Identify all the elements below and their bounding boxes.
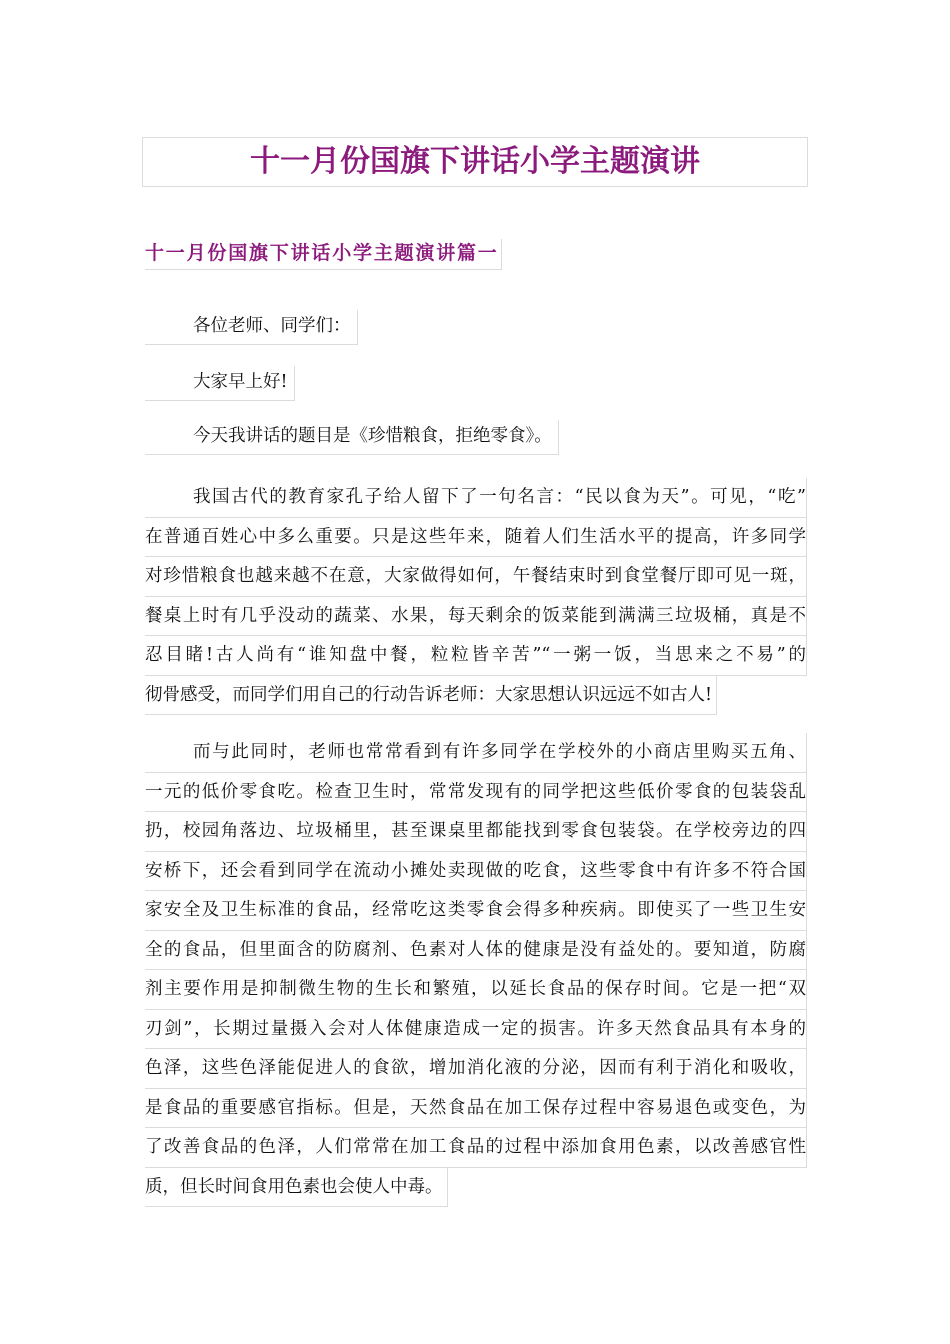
- topic-paragraph: [145, 420, 807, 455]
- paragraph-line: 全的食品，但里面含的防腐剂、色素对人体的健康是没有益处的。要知道，防腐: [145, 931, 807, 971]
- paragraph-line: 彻骨感受，而同学们用自己的行动告诉老师：大家思想认识远远不如古人!: [145, 676, 717, 716]
- paragraph-line: 在普通百姓心中多么重要。只是这些年来，随着人们生活水平的提高，许多同学: [145, 518, 807, 558]
- paragraph-line: 剂主要作用是抑制微生物的生长和繁殖，以延长食品的保存时间。它是一把“双: [145, 970, 807, 1010]
- paragraph-line: 一元的低价零食吃。检查卫生时，常常发现有的同学把这些低价零食的包装袋乱: [145, 773, 807, 813]
- paragraph-line: 餐桌上时有几乎没动的蔬菜、水果，每天剩余的饭菜能到满满三垃圾桶，真是不: [145, 597, 807, 637]
- paragraph-line: 而与此同时，老师也常常看到有许多同学在学校外的小商店里购买五角、: [145, 733, 807, 773]
- paragraph-line: 了改善食品的色泽，人们常常在加工食品的过程中添加食用色素，以改善感官性: [145, 1128, 807, 1168]
- paragraph-line: 质，但长时间食用色素也会使人中毒。: [145, 1168, 448, 1208]
- greeting-paragraph: [145, 310, 807, 345]
- document-title: 十一月份国旗下讲话小学主题演讲: [250, 144, 700, 179]
- morning-line: 大家早上好!: [145, 366, 295, 401]
- paragraph-line: 忍目睹!古人尚有“谁知盘中餐，粒粒皆辛苦”“一粥一饭，当思来之不易”的: [145, 636, 807, 676]
- morning-paragraph: [145, 366, 807, 401]
- greeting-line: 各位老师、同学们：: [145, 310, 358, 345]
- paragraph-line: 是食品的重要感官指标。但是，天然食品在加工保存过程中容易退色或变色，为: [145, 1089, 807, 1129]
- body-paragraph-1: [145, 478, 807, 720]
- paragraph-line: 我国古代的教育家孔子给人留下了一句名言：“民以食为天”。可见，“吃”: [145, 478, 807, 518]
- section-heading: 十一月份国旗下讲话小学主题演讲篇一: [145, 239, 502, 270]
- paragraph-line: 对珍惜粮食也越来越不在意，大家做得如何，午餐结束时到食堂餐厅即可见一斑，: [145, 557, 807, 597]
- paragraph-line: 色泽，这些色泽能促进人的食欲，增加消化液的分泌，因而有利于消化和吸收，: [145, 1049, 807, 1089]
- paragraph-line: 安桥下，还会看到同学在流动小摊处卖现做的吃食，这些零食中有许多不符合国: [145, 852, 807, 892]
- paragraph-line: 刃剑”，长期过量摄入会对人体健康造成一定的损害。许多天然食品具有本身的: [145, 1010, 807, 1050]
- body-paragraph-2: [145, 733, 807, 1212]
- paragraph-line: 家安全及卫生标准的食品，经常吃这类零食会得多种疾病。即使买了一些卫生安: [145, 891, 807, 931]
- paragraph-line: 扔，校园角落边、垃圾桶里，甚至课桌里都能找到零食包装袋。在学校旁边的四: [145, 812, 807, 852]
- topic-line: 今天我讲话的题目是《珍惜粮食，拒绝零食》。: [145, 420, 559, 455]
